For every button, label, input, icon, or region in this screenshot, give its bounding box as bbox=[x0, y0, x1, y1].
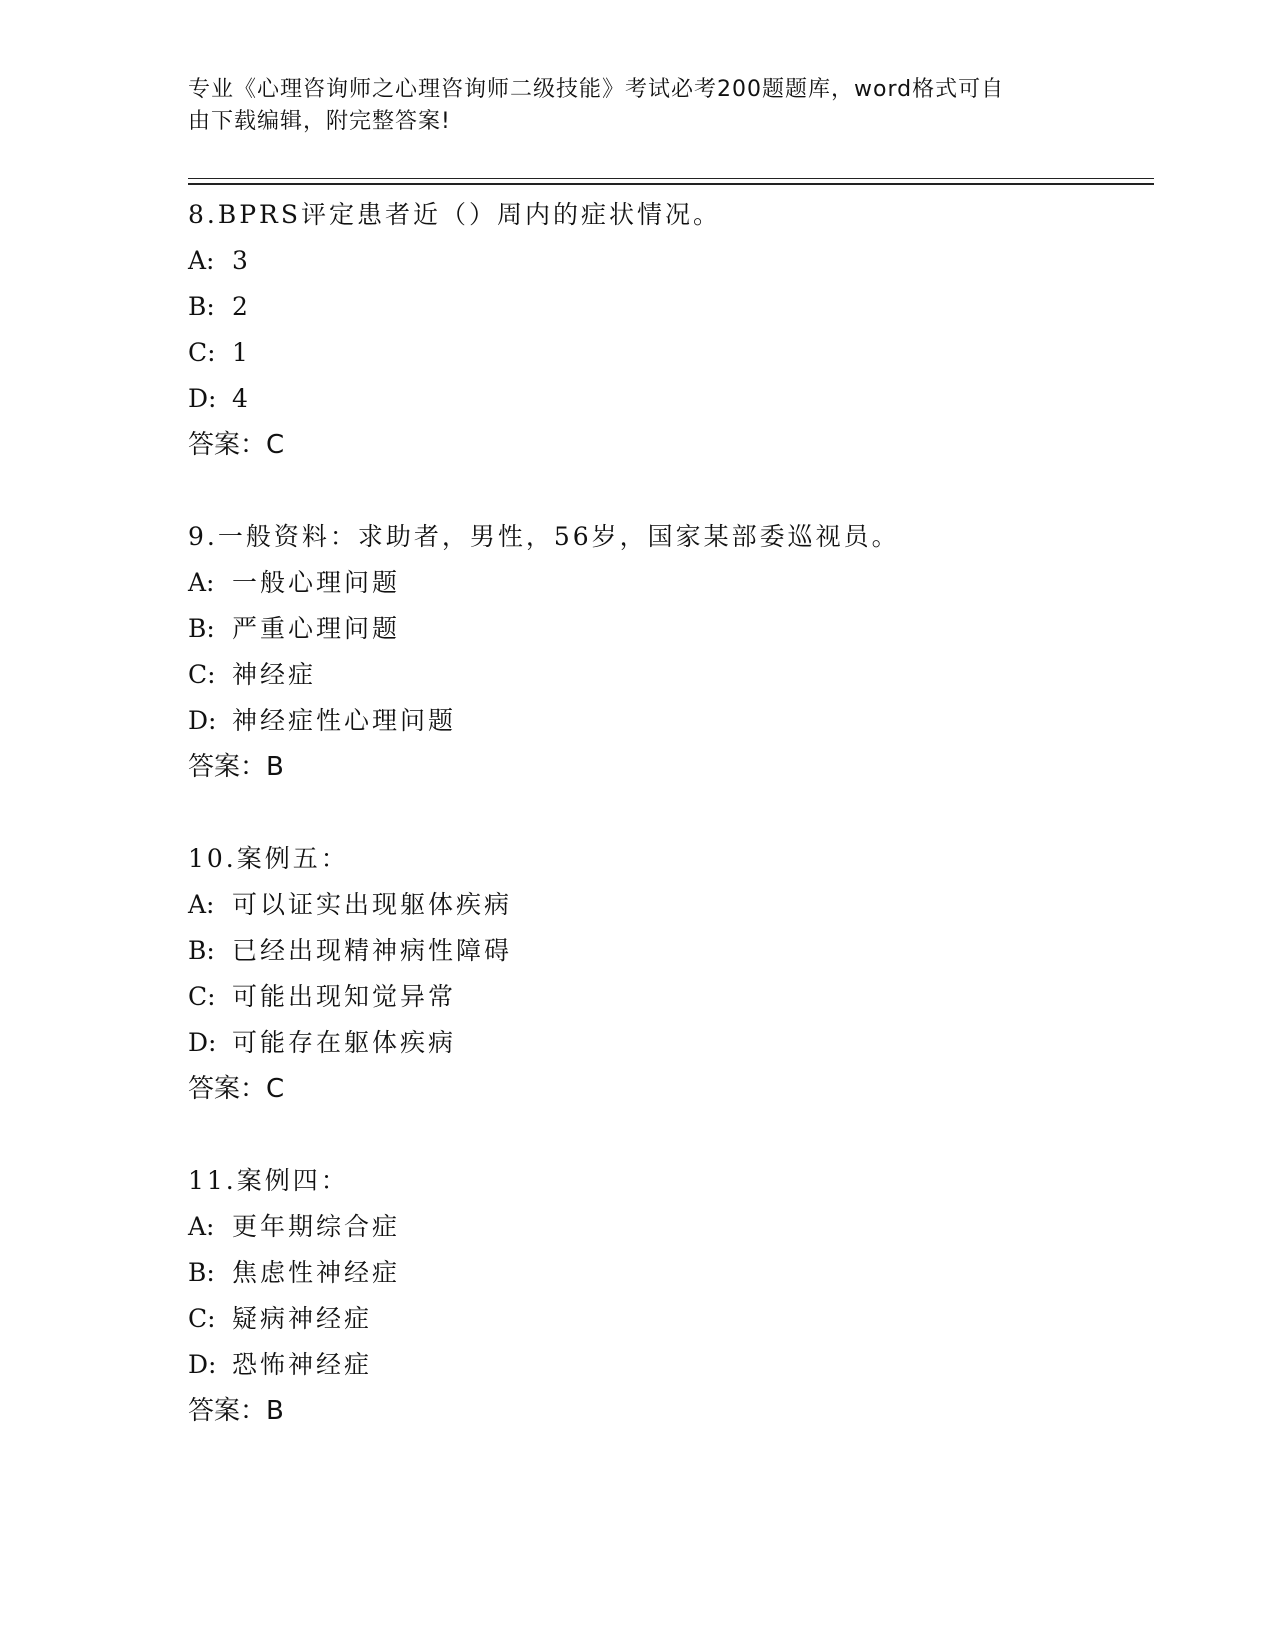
option-c bbox=[188, 1296, 1148, 1342]
option-d bbox=[188, 698, 1148, 744]
question-stem: 8.BPRS评定患者近（）周内的症状情况。 bbox=[188, 200, 721, 229]
option-text: 神经症 bbox=[232, 660, 317, 689]
question-item bbox=[188, 514, 1148, 790]
option-letter: A: bbox=[188, 1212, 215, 1241]
option-text: 恐怖神经症 bbox=[232, 1350, 373, 1379]
option-text: 4 bbox=[232, 384, 251, 413]
option-d bbox=[188, 376, 1148, 422]
header-divider-thick bbox=[188, 183, 1154, 185]
answer-line: 答案：B bbox=[188, 1396, 284, 1426]
option-text: 3 bbox=[232, 246, 251, 275]
option-b bbox=[188, 284, 1148, 330]
option-text: 一般心理问题 bbox=[232, 568, 401, 597]
option-c bbox=[188, 974, 1148, 1020]
header-line-1: 专业《心理咨询师之心理咨询师二级技能》考试必考200题题库，word格式可自 bbox=[188, 77, 1005, 102]
question-stem: 10.案例五： bbox=[188, 844, 349, 873]
option-c bbox=[188, 330, 1148, 376]
question-stem: 9.一般资料：求助者，男性，56岁，国家某部委巡视员。 bbox=[188, 522, 900, 551]
option-a bbox=[188, 882, 1148, 928]
option-letter: A: bbox=[188, 246, 215, 275]
option-text: 焦虑性神经症 bbox=[232, 1258, 401, 1287]
option-text: 已经出现精神病性障碍 bbox=[232, 936, 513, 965]
question-spacer bbox=[188, 468, 1148, 514]
option-b bbox=[188, 928, 1148, 974]
option-text: 2 bbox=[232, 292, 251, 321]
option-text: 更年期综合症 bbox=[232, 1212, 401, 1241]
question-item bbox=[188, 192, 1148, 468]
header-line-2: 由下载编辑，附完整答案! bbox=[188, 109, 451, 134]
question-item bbox=[188, 836, 1148, 1112]
option-d bbox=[188, 1020, 1148, 1066]
option-letter: C: bbox=[188, 1304, 216, 1333]
option-text: 1 bbox=[232, 338, 251, 367]
question-spacer bbox=[188, 790, 1148, 836]
option-letter: C: bbox=[188, 982, 216, 1011]
option-letter: A: bbox=[188, 568, 215, 597]
option-text: 严重心理问题 bbox=[232, 614, 401, 643]
option-letter: A: bbox=[188, 890, 215, 919]
option-letter: D: bbox=[188, 1028, 217, 1057]
question-list bbox=[188, 192, 1148, 1434]
answer-line: 答案：B bbox=[188, 752, 284, 782]
question-stem: 11.案例四： bbox=[188, 1166, 349, 1195]
option-letter: D: bbox=[188, 384, 217, 413]
header-divider-thin bbox=[188, 178, 1154, 179]
option-text: 神经症性心理问题 bbox=[232, 706, 457, 735]
option-text: 可能出现知觉异常 bbox=[232, 982, 457, 1011]
option-b bbox=[188, 606, 1148, 652]
option-letter: D: bbox=[188, 706, 217, 735]
question-spacer bbox=[188, 1112, 1148, 1158]
option-b bbox=[188, 1250, 1148, 1296]
question-item bbox=[188, 1158, 1148, 1434]
option-letter: C: bbox=[188, 660, 216, 689]
document-header bbox=[188, 74, 1068, 138]
option-a bbox=[188, 1204, 1148, 1250]
option-letter: B: bbox=[188, 936, 215, 965]
option-letter: B: bbox=[188, 614, 215, 643]
option-letter: B: bbox=[188, 1258, 215, 1287]
answer-line: 答案：C bbox=[188, 1074, 285, 1104]
option-letter: D: bbox=[188, 1350, 217, 1379]
option-d bbox=[188, 1342, 1148, 1388]
option-a bbox=[188, 560, 1148, 606]
option-c bbox=[188, 652, 1148, 698]
option-a bbox=[188, 238, 1148, 284]
option-text: 可能存在躯体疾病 bbox=[232, 1028, 457, 1057]
answer-line: 答案：C bbox=[188, 430, 285, 460]
option-letter: C: bbox=[188, 338, 216, 367]
option-letter: B: bbox=[188, 292, 215, 321]
option-text: 可以证实出现躯体疾病 bbox=[232, 890, 513, 919]
option-text: 疑病神经症 bbox=[232, 1304, 373, 1333]
